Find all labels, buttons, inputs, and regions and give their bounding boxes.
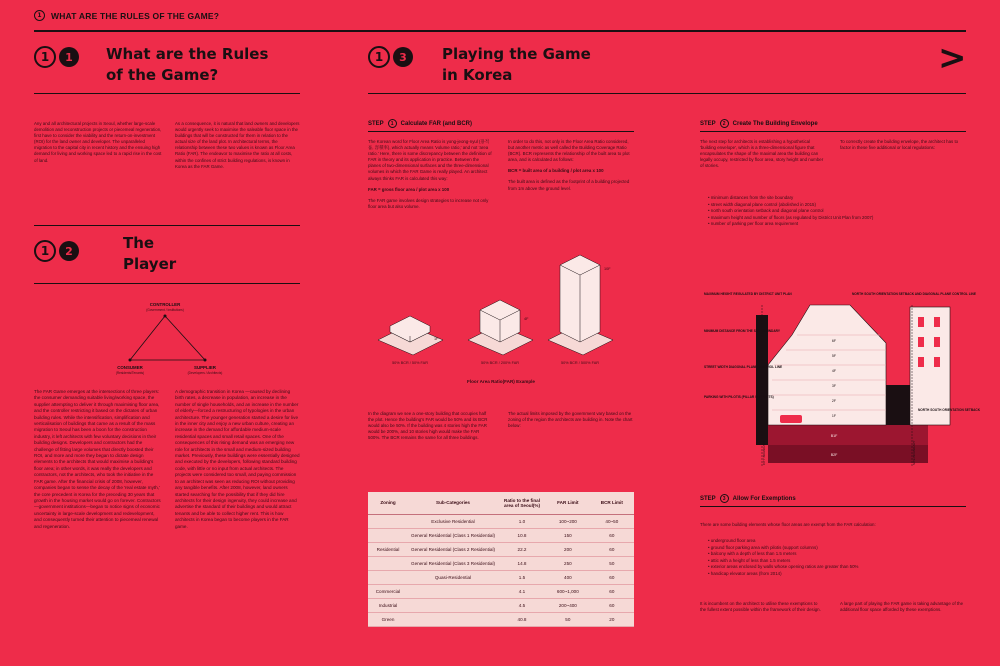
step-3-heading [700,494,796,503]
list-item: • attic with a height of less than 1.5 meters [708,558,966,565]
table-cell: General Residential (Class 3 Residential) [408,556,498,570]
table-header-zoning: Zoning [368,492,408,514]
far-example-diagram [368,240,634,390]
list-item: • underground floor area [708,538,966,545]
table-cell: 100~200 [546,514,590,528]
table-row [368,542,634,556]
envelope-note-setback: NORTH SOUTH ORIENTATION SETBACK [918,408,981,412]
table-row [368,584,634,598]
section-1-2-rule [34,225,300,226]
triangle-top-sub: (Government / Institutions) [146,308,184,312]
far-limits-table [368,492,634,627]
section-1-3-number [368,46,413,68]
step-3-label: Allow For Exemptions [732,495,796,502]
page-header [34,10,219,21]
table-cell: 14.8 [498,556,546,570]
step3-intro: There are some building elements whose floor areas are exempt from the FAR calculation: [700,522,876,527]
table-row [368,556,634,570]
far-example-height-3: 10F [604,267,611,271]
triangle-left-label: CONSUMER [117,365,143,370]
building-envelope-diagram [700,285,981,475]
step-2-prefix: STEP [700,120,716,127]
far-example-caption: Floor Area Ratio(FAR) Example [467,379,535,384]
envelope-note-parking: PARKING WITH PILOTIS (PILLAR SUPPORTS) [704,395,774,399]
section-1-3-rule [368,93,966,94]
far-example-height-1: 1F [434,337,439,341]
triangle-right-label: SUPPLIER [194,365,216,370]
step-2-number: 2 [720,119,729,128]
envelope-note-north-south: NORTH SOUTH ORIENTATION SETBACK AND DIAGONAL PLANE CONTROL LINE [852,292,976,296]
section-major-badge: 1 [368,46,390,68]
table-cell: 4.1 [498,584,546,598]
list-item: • balcony with a depth of less than 1.5 meters [708,551,966,558]
envelope-floor-5f: 5F [831,354,837,358]
table-cell: 60 [590,598,634,612]
far-example-label-1: 50% BCR / 50% FAR [392,361,428,365]
s12-text-col2: A demographic transition in Korea —caused by declining birth rates, a decrease in population, an increase in the number of single households, and an increase in the number of elderly—forced a restructuring of typologies in the urban architecture. The younger generation started a desire for live in the inner city and enjoy a new urban culture, creating an increase in the demand for affordable medium-scale residential spaces and small retail spaces. One of the consequences of this rising demand was an emerging new role for architects in the small and medium-sized building market. Previously, these buildings were essentially designed and executed by the developers, following standard building code, with little or no input from actual architects. The projects were considered too small, and paying commission to an architect was seen as reducing ROI without providing any tangible benefits. After 2008, however, land owners started searching for the possibility that if they did hire architects for their design ingenuity, they could increase and advertise the standard of their buildings and would attract tenants and be able to collect higher rent. This is how architects in Korea began to become players in the FAR game. [175,389,300,529]
envelope-axis-right: SITE BOUNDARY [912,440,916,465]
envelope-note-min-distance: MINIMUM DISTANCE FROM THE SITE BOUNDARY [704,329,780,333]
step3-bullet-list [708,538,966,577]
table-cell [408,612,498,626]
table-cell: General Residential (Class 1 Residential) [408,528,498,542]
table-cell: Green [368,612,408,626]
list-item: • exterior areas enclosed by walls whose opening ratios are greater than 50% [708,564,966,571]
section-minor-badge: 3 [393,47,413,67]
table-cell [368,556,408,570]
table-cell [408,598,498,612]
table-cell: 22.2 [498,542,546,556]
header-number-badge: 1 [34,10,45,21]
table-cell: 60 [590,584,634,598]
table-cell: Commercial [368,584,408,598]
table-cell: 50 [546,612,590,626]
step1-col1-text-a: The Korean word for Floor Area Ratio is yong-jeong-nyul (용적률, 容積率), which actually means 'volume ratio,' and not 'area ratio.' Here, there is some discrepancy between the definition of FAR in theory and its application in practice. Between the planes of two-dimensional surfaces and the three-dimensional volumes in which the FAR Game is really played. An architect always thinks FAR is calculated this way: [368,139,492,181]
section-1-1-number [34,46,79,68]
table-cell: 400 [546,570,590,584]
table-header-far: FAR Limit [546,492,590,514]
list-item: • number of parking per floor area requirement [708,221,966,228]
table-cell: 200 [546,542,590,556]
section-1-3-title: Playing the Game in Korea [442,45,591,84]
step1-diagram-text-b: The actual limits imposed by the government vary based on the zoning of the region the architects are building in. Note the chart below: [508,411,633,429]
section-minor-badge: 1 [59,47,79,67]
table-row [368,514,634,528]
table-row [368,528,634,542]
envelope-note-street-width: STREET WIDTH DIAGONAL PLANE CONTROL LINE [704,365,783,369]
envelope-floor-6f: 6F [831,339,837,343]
triangle-left-sub: (Residents/Tenants) [115,371,145,375]
step-1-label: Calculate FAR (and BCR) [400,120,473,127]
list-item: • maximum height and number of floors (as regulated by District Unit Plan from 2007) [708,215,966,222]
table-cell: 60 [590,542,634,556]
s11-text-col2: As a consequence, it is natural that land owners and developers would urgently seek to maximise the saleable floor space in the buildings that will be constructed for them in relation to the actual size of the land plot. In architectural terms, the relationship between these two values is known as Floor Area Ratio (FAR). The endeavor to maximise the ratio at all costs, within the confines of strict building regulations, is known in Korea as the FAR Game. [175,121,300,169]
envelope-floor-3f: 3F [831,384,837,388]
section-1-2-rule-bottom [34,283,300,284]
table-row [368,612,634,626]
envelope-floor-2f: 2F [831,399,837,403]
step1-bcr-formula: BCR = built area of a building / plot area x 100 [508,168,604,174]
envelope-floor-b1f: B1F [830,434,838,438]
section-1-1-rule [34,93,300,94]
table-cell: Exclusive Residential [408,514,498,528]
table-row [368,570,634,584]
far-example-height-2: 4F [524,317,529,321]
step2-bullet-list [708,195,966,228]
step-1-underline [368,131,634,132]
header-title: WHAT ARE THE RULES OF THE GAME? [51,10,220,21]
section-major-badge: 1 [34,46,56,68]
table-header-subcategories: Sub-Categories [408,492,498,514]
list-item: • ground floor parking area with pilotis (support columns) [708,545,966,552]
table-cell: 200~400 [546,598,590,612]
table-row [368,598,634,612]
table-cell [368,514,408,528]
next-page-arrow[interactable]: > [938,38,967,78]
far-example-label-2: 50% BCR / 200% FAR [481,361,519,365]
table-cell: 50 [590,556,634,570]
step1-far-formula: FAR = gross floor area / plot area x 100 [368,186,450,192]
table-cell: General Residential (Class 2 Residential) [408,542,498,556]
step2-col1: The next step for architects is establishing a hypothetical 'building envelope', which is a three-dimensional figure that encapsulates the shape of the maximal area the building can legally occupy, restricted by floor area, story height and number of stories. [700,139,824,169]
envelope-axis-left: CITY BOUNDARY [762,440,766,465]
step-1-heading [368,119,472,128]
triangle-right-sub: (Developers / Architects) [187,371,223,375]
list-item: • street width diagonal plane control (abolished in 2015) [708,202,966,209]
list-item: • minimum distances from the site boundary [708,195,966,202]
step1-diagram-text-a: In the diagram we see a one-story building that occupies half the plot. Hence the building's FAR would be 50% and its BCR would also be 50%. If the building was 4 stories high the FAR would be 200%, and 10 stories high would make the FAR 500%. The BCR remains the same for all three buildings. [368,411,488,441]
step3-col1: It is incumbent on the architect to utilise these exemptions to the fullest extent possible within the framework of their design. [700,601,821,613]
table-header-ratio: Ratio to the final area of Seoul(%) [498,492,546,514]
table-header-bcr: BCR Limit [590,492,634,514]
section-major-badge: 1 [34,240,56,262]
step1-col2-text-b: The built area is defined as the footprint of a building projected from 1m above the ground level. [508,179,630,191]
triangle-top-label: CONTROLLER [149,302,181,307]
table-header-row [368,492,634,514]
list-item: • north south orientation setback and diagonal plane control [708,208,966,215]
table-cell: 4.5 [498,598,546,612]
step-2-underline [700,131,966,132]
header-rule [34,30,966,32]
s11-text-col1: Any and all architectural projects in Seoul, whether large-scale demolition and reconstruction projects or piecemeal regeneration, first have to consider the viability and the return-on-investment (ROI) for the land owner and developer. The unparalleled migration to the capital city in recent history and the ensuing high demand for living and working space led to a rapid rise in the cost of land. [34,121,162,163]
table-cell: 600~1,000 [546,584,590,598]
section-minor-badge: 2 [59,241,79,261]
envelope-floor-4f: 4F [831,369,837,373]
section-1-2-number [34,240,79,262]
step3-col2: A large part of playing the FAR game is taking advantage of the additional floor space afforded by these exemptions. [840,601,964,613]
envelope-floor-b2f: B2F [830,453,838,457]
table-cell: 150 [546,528,590,542]
envelope-note-max-height: MAXIMUM HEIGHT REGULATED BY DISTRICT UNIT PLAN [704,292,792,296]
section-1-2-title: The Player [123,234,177,273]
step1-col2-text-a: In order to do this, not only is the Floor Area Ratio considered, but another metric as well called the Building Coverage Ratio (BCR). BCR represents the relationship of the built area to plot area, and is calculated as follows: [508,139,630,163]
step1-col1-text-b: The FAR game involves design strategies to increase not only floor area but also volume. [368,197,489,209]
step-2-heading [700,119,818,128]
table-cell: Residential [368,542,408,556]
table-cell: 250 [546,556,590,570]
table-cell: Industrial [368,598,408,612]
section-1-1-title: What are the Rules of the Game? [106,45,269,84]
step1-col1 [368,139,492,210]
table-cell: 1.0 [498,514,546,528]
table-cell [408,584,498,598]
table-cell: 20 [590,612,634,626]
table-cell: 10.8 [498,528,546,542]
table-cell: 60 [590,570,634,584]
step-3-underline [700,506,966,507]
table-cell [368,570,408,584]
table-cell: 40~50 [590,514,634,528]
step-3-number: 3 [720,494,729,503]
table-cell: 60 [590,528,634,542]
table-cell: Quasi-Residential [408,570,498,584]
step-3-prefix: STEP [700,495,716,502]
step-1-prefix: STEP [368,120,384,127]
table-cell: 40.8 [498,612,546,626]
step1-col2 [508,139,634,192]
table-cell: 1.5 [498,570,546,584]
player-triangle-diagram [100,294,240,384]
list-item: • handicap elevator areas (from 2014) [708,571,966,578]
s12-text-col1: The FAR Game emerges at the intersections of three players: the consumer demanding suitable living/working space, the supplier attempting to deliver it through maximising floor area, and the controller restricting it based on the dictates of urban building rules. While the intensification, simplification and verticalisation of buildings that came as a result of the mass migration to Seoul has been a boon for the construction industry, it left architects with few voluntary decisions in their building designs. Developers and contractors had the challenge of fitting large volumes that directly boosted their ROI, and more and more they began to dictate design elements to the architects that would maximise a building's floor area; in other words, it was really the developers and contractors, not the architects, who took the initiative in the FAR game. After the financial crisis of 2008, however, companies began to sense the decay of the 'real estate myth,' the core precedent in Korea for the preceding 30 years that growth in the housing market would go on forever. Contractors—government institutions—began to notice signs of economic uncertainty in large-scale development and redevelopment, and consequently turned their attention to piecemeal renewal and regeneration. [34,389,161,529]
step2-col2: To correctly create the building envelope, the architect has to factor in these five additional or local regulations: [840,139,959,151]
table-cell [368,528,408,542]
envelope-floor-1f: 1F [831,414,837,418]
step-1-number: 1 [388,119,397,128]
far-example-label-3: 50% BCR / 500% FAR [561,361,599,365]
step-2-label: Create The Building Envelope [732,120,818,127]
